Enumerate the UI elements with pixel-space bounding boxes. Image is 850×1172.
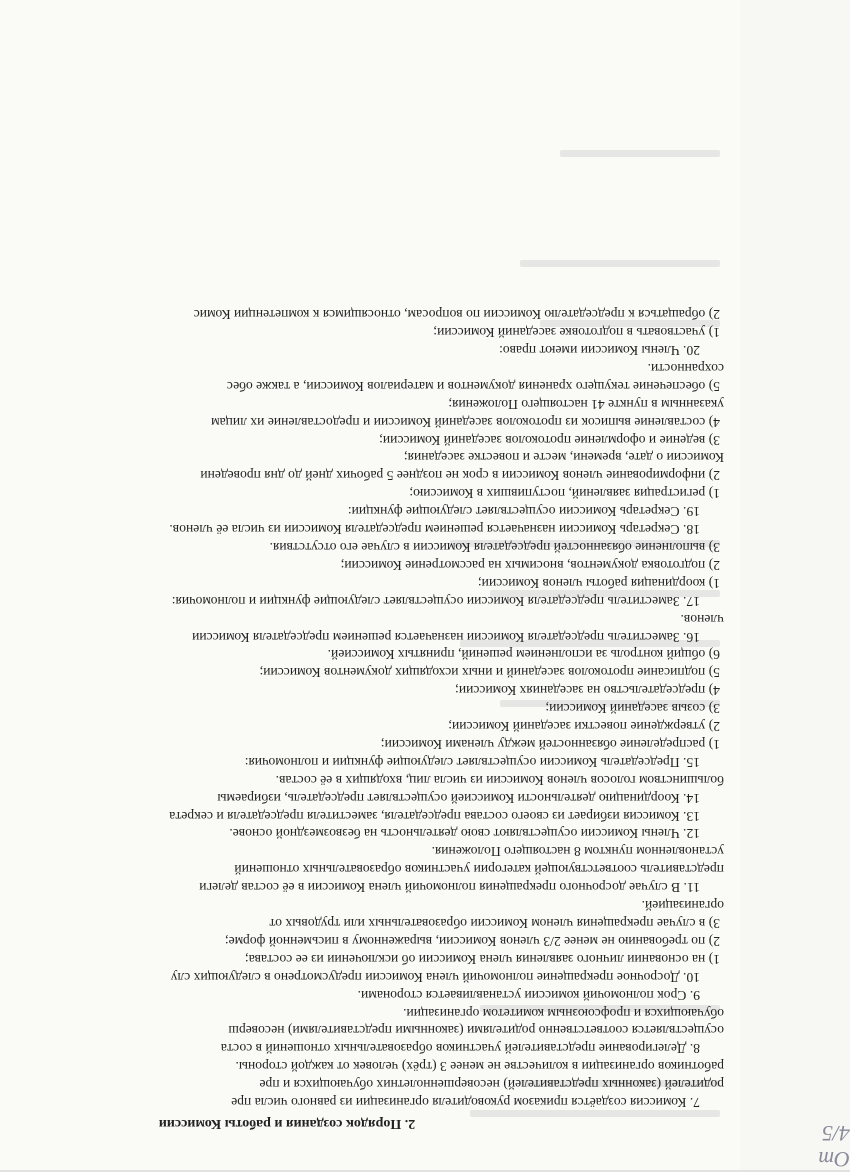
list-item: 1) координация работы членов Комиссии; bbox=[477, 575, 720, 591]
list-item: 5) подписание протоколов заседаний и иных исходящих документов Комиссии; bbox=[259, 665, 720, 681]
section-title: 2. Порядок создания и работы Комиссии bbox=[158, 1116, 416, 1131]
handwritten-page-mark: От 4/5 bbox=[818, 1121, 850, 1172]
text-line: 15. Председатель Комиссии осуществляет следующие функции и полномочия: bbox=[244, 754, 700, 770]
text-line: 17. Заместитель председателя Комиссии осуществляет следующие функции и полномочия: bbox=[171, 593, 700, 609]
text-line: 13. Комиссия избирает из своего состава председателя, заместителя председателя и секрета bbox=[169, 808, 700, 824]
text-line: работников организации в количестве не менее 3 (трёх) человек от каждой стороны. bbox=[235, 1059, 724, 1075]
text-line: 9. Срок полномочий комиссии устанавливается сторонами. bbox=[357, 987, 700, 1003]
text-line: обучающихся и профсоюзным комитетом организации. bbox=[403, 1005, 724, 1021]
list-item: 3) выполнение обязанностей председателя Комиссии в случае его отсутствия. bbox=[269, 540, 720, 555]
text-line: Комиссии о дате, времени, месте и повестке заседания; bbox=[403, 450, 724, 466]
list-item: 3) ведение и оформление протоколов заседаний Комиссии; bbox=[379, 432, 720, 448]
list-item: 5) обеспечение текущего хранения документов и материалов Комиссии, а также обес bbox=[226, 378, 720, 394]
list-item: 3) созыв заседаний Комиссии; bbox=[545, 701, 720, 717]
list-item: 2) подготовка документов, вносимых на рассмотрение Комиссии; bbox=[340, 557, 720, 573]
text-line: 8. Делегирование представителей участников образовательных отношений в соста bbox=[220, 1041, 700, 1057]
text-line: членов. bbox=[680, 611, 724, 627]
list-item: 1) регистрация заявлений, поступивших в Комиссию; bbox=[409, 486, 720, 502]
text-line: 10. Досрочное прекращение полномочий члена Комиссии предусмотрено в следующих слу bbox=[170, 969, 700, 985]
text-line: 18. Секретарь Комиссии назначается решением председателя Комиссии из числа её членов. bbox=[169, 522, 700, 538]
list-item: 2) утверждение повестки заседаний Комиссии; bbox=[448, 719, 720, 735]
text-line: 11. В случае досрочного прекращения полномочий члена Комиссии в её состав делеги bbox=[199, 880, 700, 896]
text-line: осуществляется соответственно родителями (законными представителями) несоверш bbox=[228, 1023, 724, 1039]
text-line: установленном пунктом 8 настоящего Положения. bbox=[431, 844, 724, 860]
text-line: представитель соответствующей категории участников образовательных отношений bbox=[234, 862, 724, 878]
text-line: организацией. bbox=[641, 898, 724, 914]
text-line: 14. Координацию деятельности Комиссией осуществляет председатель, избираемы bbox=[217, 790, 700, 806]
text-line: 20. Члены Комиссии имеют право: bbox=[499, 343, 700, 359]
text-line: 12. Члены Комиссии осуществляют свою деятельность на безвозмездной основе. bbox=[229, 826, 700, 842]
text-line: большинством голосов членов Комиссии из числа лиц, входящих в её состав. bbox=[275, 772, 724, 788]
list-item: 2) информирование членов Комиссии в срок не позднее 5 рабочих дней до дня проведени bbox=[200, 468, 720, 484]
text-line: 19. Секретарь Комиссии осуществляет следующие функции: bbox=[347, 504, 700, 520]
text-line: родителей (законных представителей) несовершеннолетних обучающихся и пре bbox=[259, 1077, 724, 1093]
text-line: сохранности. bbox=[647, 360, 724, 376]
list-item: 2) обращаться к председателю Комиссии по вопросам, относящимся к компетенции Комис bbox=[193, 307, 720, 323]
list-item: 4) председательство на заседаниях Комиссии; bbox=[455, 683, 720, 699]
back-page-edge-2 bbox=[735, 0, 850, 1170]
list-item: 1) участвовать в подготовке заседаний Комиссии; bbox=[433, 325, 720, 341]
list-item: 3) в случае прекращения членом Комиссии образовательных или трудовых от bbox=[269, 916, 720, 932]
list-item: 2) по требованию не менее 2/3 членов Комиссии, выраженному в письменной форме; bbox=[224, 933, 720, 949]
list-item: 4) составление выписок из протоколов заседаний Комиссии и предоставление их лицам bbox=[210, 414, 720, 430]
list-item: 1) распределение обязанностей между членами Комиссии; bbox=[380, 736, 720, 752]
text-line: 16. Заместитель председателя Комиссии назначается решением председателя Комиссии bbox=[192, 629, 700, 645]
list-item: 1) на основании личного заявления члена Комиссии об исключении из ее состава; bbox=[244, 951, 720, 967]
list-item: 6) общий контроль за исполнением решений, принятых Комиссией. bbox=[327, 647, 720, 663]
text-line: указанным в пункте 41 настоящего Положения; bbox=[448, 396, 724, 412]
text-line: 7. Комиссия создаётся приказом руководителя организации из равного числа пре bbox=[231, 1095, 700, 1111]
